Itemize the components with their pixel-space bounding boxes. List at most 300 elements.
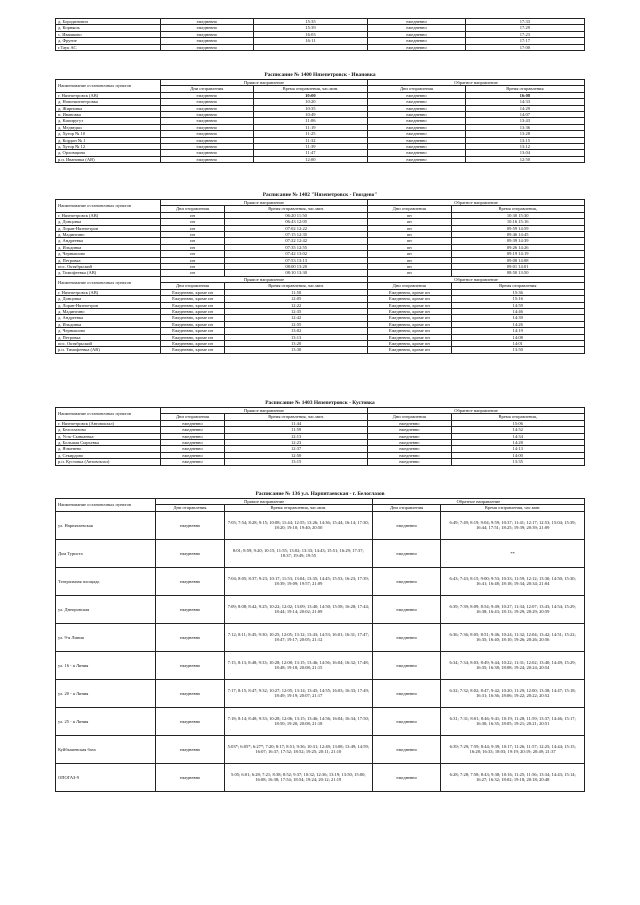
return-time-cell: 6:43; 7:43; 8:15; 9:00; 9:53; 10:33; 11:59; 12:12; 13:30; 14:50; 15:30; 16:41; 16:48; 18:18; 19:34; 20:34; 21:04 — [441, 567, 585, 595]
return-time-cell: 09:08 14:08 — [451, 257, 585, 263]
stop-name-cell: д. Чернышово — [56, 251, 161, 257]
stop-name-cell: д. Белоглазово — [56, 427, 161, 433]
return-time-cell: 14:28 — [451, 440, 585, 446]
return-time-cell: 17:29 — [465, 25, 584, 31]
stop-name-cell: д. Медведки — [56, 124, 161, 130]
forward-time-cell: 10:00 — [253, 92, 367, 98]
return-time-cell: 13:15 — [465, 137, 584, 143]
header-days: Дни отправления — [160, 86, 253, 92]
forward-time-cell: 13:30 — [225, 347, 368, 353]
forward-days-cell: ежедневно — [160, 92, 253, 98]
forward-days-cell: ежедневно — [160, 144, 253, 150]
header-time: Время отправления, — [451, 206, 585, 212]
return-days-cell: Ежедневно, кроме пн — [368, 328, 451, 334]
stop-name-cell: д. Кипиругут — [56, 118, 161, 124]
stop-name-cell: д. Хутор № 12 — [56, 144, 161, 150]
forward-days-cell: ежедневно — [156, 595, 224, 623]
return-time-cell: 09:46 14:45 — [451, 232, 585, 238]
table-row — [56, 707, 585, 735]
stop-name-cell: д. Орловщина — [56, 150, 161, 156]
forward-days-cell: ежедневно — [160, 105, 253, 111]
stop-name-cell: ОПОГАЗ-9 — [56, 763, 156, 791]
header-time: Время отправления — [465, 86, 584, 92]
header-stops: Наименование остановочных пунктов — [56, 408, 161, 421]
return-time-cell: 14:52 — [451, 427, 585, 433]
stop-name-cell: р.п. Кустовка (Автовокзал) — [56, 459, 161, 465]
return-days-cell: ежедневно — [368, 150, 466, 156]
return-days-cell: ежедневно — [368, 124, 466, 130]
header-forward: Прямое направление — [160, 276, 367, 282]
forward-days-cell: ежедневно — [160, 38, 253, 44]
header-days: Дни отправления — [368, 414, 451, 420]
stop-name-cell: д. Секирдово — [56, 452, 161, 458]
return-time-cell: 10:30 15:30 — [451, 212, 585, 218]
stop-name-cell: д. Корняшь — [56, 25, 161, 31]
forward-time-cell: 7:18; 8:14; 8:48; 9:33; 10:28; 12:06; 13:15; 13:46; 14:56; 16:04; 16:34; 17:50; 18:50; 19:20; 20:08; 21:18 — [224, 707, 372, 735]
forward-time-cell: 08:10 13:30 — [225, 270, 368, 276]
forward-time-cell: 11:32 — [253, 137, 367, 143]
forward-days-cell: ежедневно — [160, 44, 253, 50]
return-time-cell: 14:08 — [451, 334, 585, 340]
forward-time-cell: 7:12; 8:11; 8:45; 9:30; 10:25; 12:05; 13:12; 13:43; 14:53; 16:01; 16:31; 17:47; 18:47; 19:17; 20:05; 21:12 — [224, 623, 372, 651]
return-time-cell: 14:46 — [451, 308, 585, 314]
forward-days-cell: ежедневно — [156, 567, 224, 595]
forward-time-cell: 07:53 13:13 — [225, 257, 368, 263]
forward-time-cell: 08:00 13:20 — [225, 264, 368, 270]
return-days-cell: Ежедневно, кроме пн — [368, 302, 451, 308]
header-days: Дни отправления — [156, 505, 224, 511]
forward-days-cell: ежедневно — [160, 427, 224, 433]
forward-days-cell: Ежедневно, кроме пн — [160, 308, 224, 314]
return-days-cell: ежедневно — [368, 459, 451, 465]
return-days-cell: Ежедневно, кроме пн — [368, 296, 451, 302]
return-days-cell: ежедневно — [368, 137, 466, 143]
return-days-cell: ежедневно — [372, 511, 440, 539]
schedule-136-block — [55, 491, 585, 792]
return-time-cell: 6:32; 7:32; 8:02; 8:47; 9:42; 10:20; 11:29; 12:00; 13:38; 14:47; 15:18; 16:31; 16:36; 18:06; 19:22; 20:22; 20:52 — [441, 679, 585, 707]
return-days-cell: пн — [368, 225, 451, 231]
schedule-1402-block — [55, 192, 585, 354]
stop-name-cell: Театральная площадь — [56, 567, 156, 595]
stop-name-cell: д. Андреевка — [56, 238, 161, 244]
stop-name-cell: д. Мадингино — [56, 308, 161, 314]
forward-time-cell: 15:35 — [253, 19, 367, 25]
stop-name-cell: д. Андреевка — [56, 315, 161, 321]
header-days: Дни отправления — [160, 283, 224, 289]
return-days-cell: пн — [368, 219, 451, 225]
schedule-1403-title: Расписание № 1403 Нязепетровск - Кустовка — [265, 400, 375, 406]
header-return: Обратное направление — [372, 499, 584, 505]
forward-time-cell: 13:13 — [225, 334, 368, 340]
forward-time-cell: 06:20 11:50 — [225, 212, 368, 218]
return-time-cell: 17:23 — [465, 31, 584, 37]
stop-name-cell: д. Новонязепетровка — [56, 99, 161, 105]
header-time: Время отправления, час.мин. — [253, 86, 367, 92]
table-row — [56, 651, 585, 679]
return-days-cell: ежедневно — [372, 679, 440, 707]
return-time-cell: 09:39 14:39 — [451, 238, 585, 244]
forward-days-cell: ежедневно — [160, 420, 224, 426]
stop-name-cell: д. Ячменево — [56, 446, 161, 452]
stop-name-cell: д. Фрунзе — [56, 38, 161, 44]
header-stops: Наименование остановочных пунктов — [56, 200, 161, 213]
forward-days-cell: ежедневно — [160, 112, 253, 118]
return-time-cell: 6:36; 7:36; 8:05; 8:51; 9:46; 10:24; 11:32; 12:04; 13:42; 14:51; 15:22; 16:35; 16:40; 18:10; 19:26; 20:26; 20:56 — [441, 623, 585, 651]
return-days-cell: ежедневно — [372, 539, 440, 567]
return-days-cell: ежедневно — [372, 623, 440, 651]
forward-time-cell: 16:11 — [253, 38, 367, 44]
stop-name-cell: д. Тимофеевка (АВ) — [56, 270, 161, 276]
header-days: Дни отправления — [368, 206, 451, 212]
forward-days-cell: Ежедневно, кроме пн — [160, 315, 224, 321]
forward-days-cell: пн — [160, 219, 224, 225]
header-time: Время отправления, час.мин. — [441, 505, 585, 511]
schedule-1403-block — [55, 400, 585, 466]
header-time: Время отправления, час.мин. — [225, 414, 368, 420]
forward-time-cell: 07:35 12:55 — [225, 244, 368, 250]
table-row — [56, 567, 585, 595]
return-time-cell: 14:29 — [465, 105, 584, 111]
stop-name-cell: д. Ильдинка — [56, 244, 161, 250]
stop-name-cell: д. Чернышово — [56, 328, 161, 334]
return-time-cell: 14:19 — [451, 328, 585, 334]
return-time-cell: 15:06 — [451, 420, 585, 426]
header-return: Обратное направление — [368, 408, 585, 414]
return-days-cell: ежедневно — [368, 31, 466, 37]
header-time: Время отправления, — [451, 414, 585, 420]
schedule-1400-table — [55, 79, 585, 163]
return-time-cell: 17:17 — [465, 38, 584, 44]
return-time-cell: 09:01 14:01 — [451, 264, 585, 270]
forward-time-cell: 5:03*; 6:05*; 6:27*; 7:20; 8:17; 8:51; 9:36; 10:31; 12:49; 13:08; 13:49; 14:59; 16:07; 16:37; 17:52; 18:52; 19:25; 20:11; 21:10 — [224, 735, 372, 763]
table-row — [56, 595, 585, 623]
forward-time-cell: 11:06 — [253, 118, 367, 124]
return-days-cell: ежедневно — [368, 118, 466, 124]
forward-time-cell: 13:02 — [225, 328, 368, 334]
forward-time-cell: 07:02 12:22 — [225, 225, 368, 231]
return-days-cell: ежедневно — [368, 19, 466, 25]
forward-days-cell: ежедневно — [160, 118, 253, 124]
forward-time-cell: 11:47 — [253, 150, 367, 156]
return-time-cell: 14:34 — [451, 433, 585, 439]
stop-name-cell: р.п. Тимофеевка (АВ) — [56, 347, 161, 353]
stop-name-cell: д. Кордон № 1 — [56, 137, 161, 143]
return-days-cell: Ежедневно, кроме пн — [368, 340, 451, 346]
forward-days-cell: ежедневно — [160, 25, 253, 31]
forward-time-cell: 11:39 — [253, 144, 367, 150]
return-time-cell: 17:33 — [465, 19, 584, 25]
forward-time-cell: 10:35 — [253, 105, 367, 111]
stop-name-cell: пос. Октябрьский — [56, 264, 161, 270]
schedule-1402-table — [55, 199, 585, 354]
return-days-cell: ежедневно — [372, 595, 440, 623]
forward-days-cell: ежедневно — [156, 511, 224, 539]
stop-name-cell: д. Большая Сырьевка — [56, 440, 161, 446]
stop-name-cell: Куйбышевская база — [56, 735, 156, 763]
forward-time-cell: 12:35 — [225, 308, 368, 314]
return-time-cell: 09:26 14:26 — [451, 244, 585, 250]
forward-time-cell: 11:50 — [225, 289, 368, 295]
forward-time-cell: 12:00 — [253, 156, 367, 162]
return-time-cell: 14:07 — [465, 112, 584, 118]
return-time-cell: 13:35 — [451, 459, 585, 465]
forward-time-cell: 5:05; 6:01; 6:28; 7:21; 8:38; 8:52; 9:37; 10:32; 12:36; 13:19; 13:50; 15:00; 16:08; 16:38; 17:54; 18:54; 19:24; 20:12; 21:19 — [224, 763, 372, 791]
header-time: Время отправления, час.мин. — [225, 206, 368, 212]
forward-time-cell: 07:15 12:35 — [225, 232, 368, 238]
forward-days-cell: Ежедневно, кроме пн — [160, 334, 224, 340]
table-row — [56, 347, 585, 353]
stop-name-cell: д. Донцовка — [56, 296, 161, 302]
forward-days-cell: Ежедневно, кроме пн — [160, 296, 224, 302]
return-days-cell: Ежедневно, кроме пн — [368, 315, 451, 321]
return-time-cell: 12:50 — [465, 156, 584, 162]
return-days-cell: пн — [368, 212, 451, 218]
table-row — [56, 763, 585, 791]
return-days-cell: Ежедневно, кроме пн — [368, 321, 451, 327]
return-days-cell: пн — [368, 264, 451, 270]
forward-time-cell: 16:03 — [253, 31, 367, 37]
forward-days-cell: ежедневно — [160, 31, 253, 37]
forward-days-cell: ежедневно — [160, 433, 224, 439]
forward-time-cell: 8:01; 8:59; 9:20; 10:15; 11:55; 13:02; 13:33; 14:43; 15:51; 16:29; 17:37; 18:37; 19:49; 19:55 — [224, 539, 372, 567]
forward-days-cell: пн — [160, 251, 224, 257]
return-time-cell: 17:00 — [465, 44, 584, 50]
header-days: Дни отправления — [372, 505, 440, 511]
return-time-cell: 14:59 — [451, 302, 585, 308]
schedule-136-table — [55, 498, 585, 792]
forward-time-cell: 7:15, 8:13; 8:48; 9:33; 10:28; 12:08; 13:15; 13:46; 14:56; 16:04; 16:32; 17:48; 18:48; 19:18; 20:08; 21:15 — [224, 651, 372, 679]
return-time-cell: 13:36 — [465, 124, 584, 130]
return-days-cell: пн — [368, 257, 451, 263]
stop-name-cell: д. Донцовка — [56, 219, 161, 225]
header-stops: Наименование остановочных пунктов — [56, 499, 156, 512]
header-days: Дни отправления — [160, 414, 224, 420]
forward-days-cell: ежедневно — [156, 623, 224, 651]
return-days-cell: пн — [368, 238, 451, 244]
forward-days-cell: ежедневно — [160, 99, 253, 105]
forward-days-cell: ежедневно — [156, 707, 224, 735]
return-days-cell: ежедневно — [372, 735, 440, 763]
return-time-cell: 15:16 — [451, 296, 585, 302]
forward-days-cell: Ежедневно, кроме пн — [160, 289, 224, 295]
return-time-cell: 09:59 14:59 — [451, 225, 585, 231]
forward-days-cell: ежедневно — [160, 440, 224, 446]
forward-days-cell: Ежедневно, кроме пн — [160, 302, 224, 308]
table-row — [56, 623, 585, 651]
forward-days-cell: пн — [160, 238, 224, 244]
stop-name-cell: ул. 25 - я Линия — [56, 707, 156, 735]
return-days-cell: пн — [368, 244, 451, 250]
stop-name-cell: д. Лоран-Нязепетров — [56, 225, 161, 231]
forward-days-cell: ежедневно — [160, 131, 253, 137]
stop-name-cell: г. Нязепетровск (Автовокзал) — [56, 420, 161, 426]
return-days-cell: Ежедневно, кроме пн — [368, 308, 451, 314]
stop-name-cell: д. Жирновка — [56, 105, 161, 111]
stop-name-cell: д. Усть-Сынкаевка — [56, 433, 161, 439]
return-days-cell: ежедневно — [368, 144, 466, 150]
return-days-cell: пн — [368, 232, 451, 238]
stop-name-cell: ул. Днепровская — [56, 595, 156, 623]
table-row — [56, 679, 585, 707]
forward-time-cell: 12:23 — [225, 440, 368, 446]
forward-days-cell: ежедневно — [156, 651, 224, 679]
stop-name-cell: ул. 20 - я Линия — [56, 679, 156, 707]
return-time-cell: 13:43 — [465, 118, 584, 124]
forward-time-cell: 12:13 — [225, 433, 368, 439]
forward-days-cell: пн — [160, 257, 224, 263]
table-row — [56, 44, 585, 50]
header-stops: Наименование остановочных пунктов — [56, 276, 161, 289]
forward-time-cell: 12:55 — [225, 321, 368, 327]
top-schedule-block — [55, 18, 585, 51]
forward-days-cell: ежедневно — [160, 452, 224, 458]
top-schedule-table — [55, 18, 585, 51]
return-time-cell: 6:28; 7:28; 7:58; 8:43; 9:38; 10:16; 11:25; 11:56; 13:34; 14:43; 15:14; 16:27; 16:32; 18:02; 19:18; 20:18; 20:48 — [441, 763, 585, 791]
forward-time-cell: 12:22 — [225, 302, 368, 308]
forward-days-cell: ежедневно — [160, 156, 253, 162]
return-days-cell: ежедневно — [368, 131, 466, 137]
header-days: Дни отправления — [368, 86, 466, 92]
stop-name-cell: ул. 16 - я Линия — [56, 651, 156, 679]
stop-name-cell: д. Лоран-Нязепетров — [56, 302, 161, 308]
forward-days-cell: Ежедневно, кроме пн — [160, 321, 224, 327]
return-time-cell: 6:39; 7:29; 7:59; 8:44; 9:39; 10:17; 11:26; 11:57; 12:25; 14:44; 15:15; 16:28; 16:33; 18:03; 19:19; 20:19; 20:49; 21:37 — [441, 735, 585, 763]
return-days-cell: ежедневно — [368, 156, 466, 162]
forward-time-cell: 12:05 — [225, 296, 368, 302]
forward-time-cell: 11:44 — [225, 420, 368, 426]
schedule-136-title: Расписание № 136 у.л. Нарпятаевская - г. Белоглазов — [255, 491, 385, 497]
forward-time-cell: 12:50 — [225, 452, 368, 458]
forward-days-cell: ежедневно — [160, 150, 253, 156]
return-time-cell: 14:01 — [451, 340, 585, 346]
header-forward: Прямое направление — [160, 408, 367, 414]
forward-days-cell: Ежедневно, кроме пн — [160, 328, 224, 334]
schedule-1400-title: Расписание № 1400 Нязепетровск - Ивановка — [264, 72, 376, 78]
table-row — [56, 156, 585, 162]
stop-name-cell: д. Петровка — [56, 257, 161, 263]
forward-days-cell: пн — [160, 264, 224, 270]
table-row — [56, 459, 585, 465]
return-days-cell: ежедневно — [368, 112, 466, 118]
stop-name-cell: г.Таук АС — [56, 44, 161, 50]
stop-name-cell: д. Петровка — [56, 334, 161, 340]
return-days-cell: ежедневно — [368, 44, 466, 50]
return-time-cell: 14:13 — [451, 446, 585, 452]
return-days-cell: ежедневно — [368, 420, 451, 426]
return-time-cell: 08:50 13:50 — [451, 270, 585, 276]
stop-name-cell: Дом Туриста — [56, 539, 156, 567]
forward-days-cell: ежедневно — [156, 679, 224, 707]
table-row — [56, 735, 585, 763]
table-row — [56, 511, 585, 539]
return-time-cell: 15:36 — [451, 289, 585, 295]
return-days-cell: ежедневно — [368, 433, 451, 439]
forward-days-cell: пн — [160, 232, 224, 238]
return-days-cell: ежедневно — [368, 25, 466, 31]
forward-days-cell: пн — [160, 212, 224, 218]
header-forward: Прямое направление — [160, 200, 367, 206]
schedule-1402-title: Расписание № 1402 "Нязепетровск - Гвоздево" — [262, 192, 378, 198]
forward-time-cell: 13:15 — [225, 459, 368, 465]
return-time-cell: 6:31; 7:31; 8:01; 8:46; 9:41; 10:19; 11:28; 11:59; 13:37; 14:46; 15:17; 16:30; 16:35; 18:05; 19:21; 20:21; 20:51 — [441, 707, 585, 735]
forward-time-cell: 10:20 — [253, 99, 367, 105]
return-days-cell: ежедневно — [368, 92, 466, 98]
return-days-cell: пн — [368, 270, 451, 276]
forward-time-cell — [253, 44, 367, 50]
forward-days-cell: пн — [160, 225, 224, 231]
forward-days-cell: ежедневно — [160, 446, 224, 452]
return-days-cell: Ежедневно, кроме пн — [368, 347, 451, 353]
forward-days-cell: ежедневно — [156, 539, 224, 567]
return-time-cell: 13:50 — [451, 347, 585, 353]
return-days-cell: ежедневно — [372, 651, 440, 679]
forward-time-cell: 7:17; 8:15; 8:47; 9:32; 10:27; 12:05; 13:14; 13:45; 14:55; 16:03; 16:33; 17:49; 18:49; 19:19; 20:07; 21:17 — [224, 679, 372, 707]
stop-name-cell: г. Нязепетровск (АВ) — [56, 212, 161, 218]
return-days-cell: пн — [368, 251, 451, 257]
forward-time-cell: 11:59 — [225, 427, 368, 433]
return-time-cell: 14:39 — [451, 315, 585, 321]
header-days: Дни отправления — [368, 283, 451, 289]
stop-name-cell: д. Ильдинка — [56, 321, 161, 327]
return-days-cell: ежедневно — [368, 427, 451, 433]
forward-time-cell: 12:37 — [225, 446, 368, 452]
return-time-cell: 14:26 — [451, 321, 585, 327]
forward-time-cell: 11:25 — [253, 131, 367, 137]
forward-days-cell: ежедневно — [160, 137, 253, 143]
header-time: Время отправления, час.мин. — [225, 283, 368, 289]
return-days-cell: ежедневно — [368, 105, 466, 111]
stop-name-cell: п. Ивановка — [56, 112, 161, 118]
return-time-cell: 14:33 — [465, 99, 584, 105]
return-time-cell: 10:16 15:16 — [451, 219, 585, 225]
forward-time-cell: 15:39 — [253, 25, 367, 31]
return-time-cell: 16:08 — [465, 92, 584, 98]
return-time-cell: 09:19 14:19 — [451, 251, 585, 257]
stop-name-cell: д. Мадингино — [56, 232, 161, 238]
return-time-cell: 14:00 — [451, 452, 585, 458]
return-days-cell: ежедневно — [372, 567, 440, 595]
forward-days-cell: ежедневно — [160, 459, 224, 465]
schedule-1400-block — [55, 72, 585, 163]
header-return: Обратное направление — [368, 200, 585, 206]
stop-name-cell: г. Нязепетровск (АВ) — [56, 92, 161, 98]
forward-days-cell: Ежедневно, кроме пн — [160, 340, 224, 346]
forward-days-cell: пн — [160, 270, 224, 276]
return-days-cell: ежедневно — [368, 38, 466, 44]
header-days: Дни отправления — [160, 206, 224, 212]
stop-name-cell: д. Бородинович — [56, 19, 161, 25]
schedule-1403-table — [55, 407, 585, 466]
forward-time-cell: 10:49 — [253, 112, 367, 118]
forward-time-cell: 13:20 — [225, 340, 368, 346]
forward-time-cell: 7:04; 8:05; 8:37; 9:23; 10:17; 11:53; 13:04; 13:35; 14:45; 15:53; 16:23; 17:39; 18:39; 19:09; 19:57; 21:09 — [224, 567, 372, 595]
stop-name-cell: с. Ивашково — [56, 31, 161, 37]
return-time-cell: 6:39; 7:39; 8:09; 8:54; 9:49; 10:27; 11:34; 12:07; 13:43; 14:54; 15:29; 16:38; 16:43; 18:13; 19:29; 20:29; 20:59 — [441, 595, 585, 623]
forward-time-cell: 12:42 — [225, 315, 368, 321]
forward-days-cell: Ежедневно, кроме пн — [160, 347, 224, 353]
stop-name-cell: ул. 9-я Линия — [56, 623, 156, 651]
forward-time-cell: 06:43 12:05 — [225, 219, 368, 225]
return-time-cell: 6:49; 7:49; 8:19; 9:04; 9:59; 10:37; 11:41; 12:17; 12:53; 15:04; 15:39; 16:44; 17:51; 18:25; 19:39; 20:39; 21:09 — [441, 511, 585, 539]
return-days-cell: ежедневно — [372, 763, 440, 791]
stop-name-cell: р.п. Ивановка (АВ) — [56, 156, 161, 162]
forward-days-cell: ежедневно — [160, 124, 253, 130]
table-row — [56, 539, 585, 567]
return-days-cell: ежедневно — [368, 440, 451, 446]
forward-days-cell: ежедневно — [156, 763, 224, 791]
forward-time-cell: 7:05; 7:54; 8:28; 9:15; 10:08; 11:44; 12:55; 13:26; 14:36; 15:44; 16:14; 17:30; 18:20; 19:10; 19:40; 20:50 — [224, 511, 372, 539]
forward-time-cell: 07:42 13:02 — [225, 251, 368, 257]
